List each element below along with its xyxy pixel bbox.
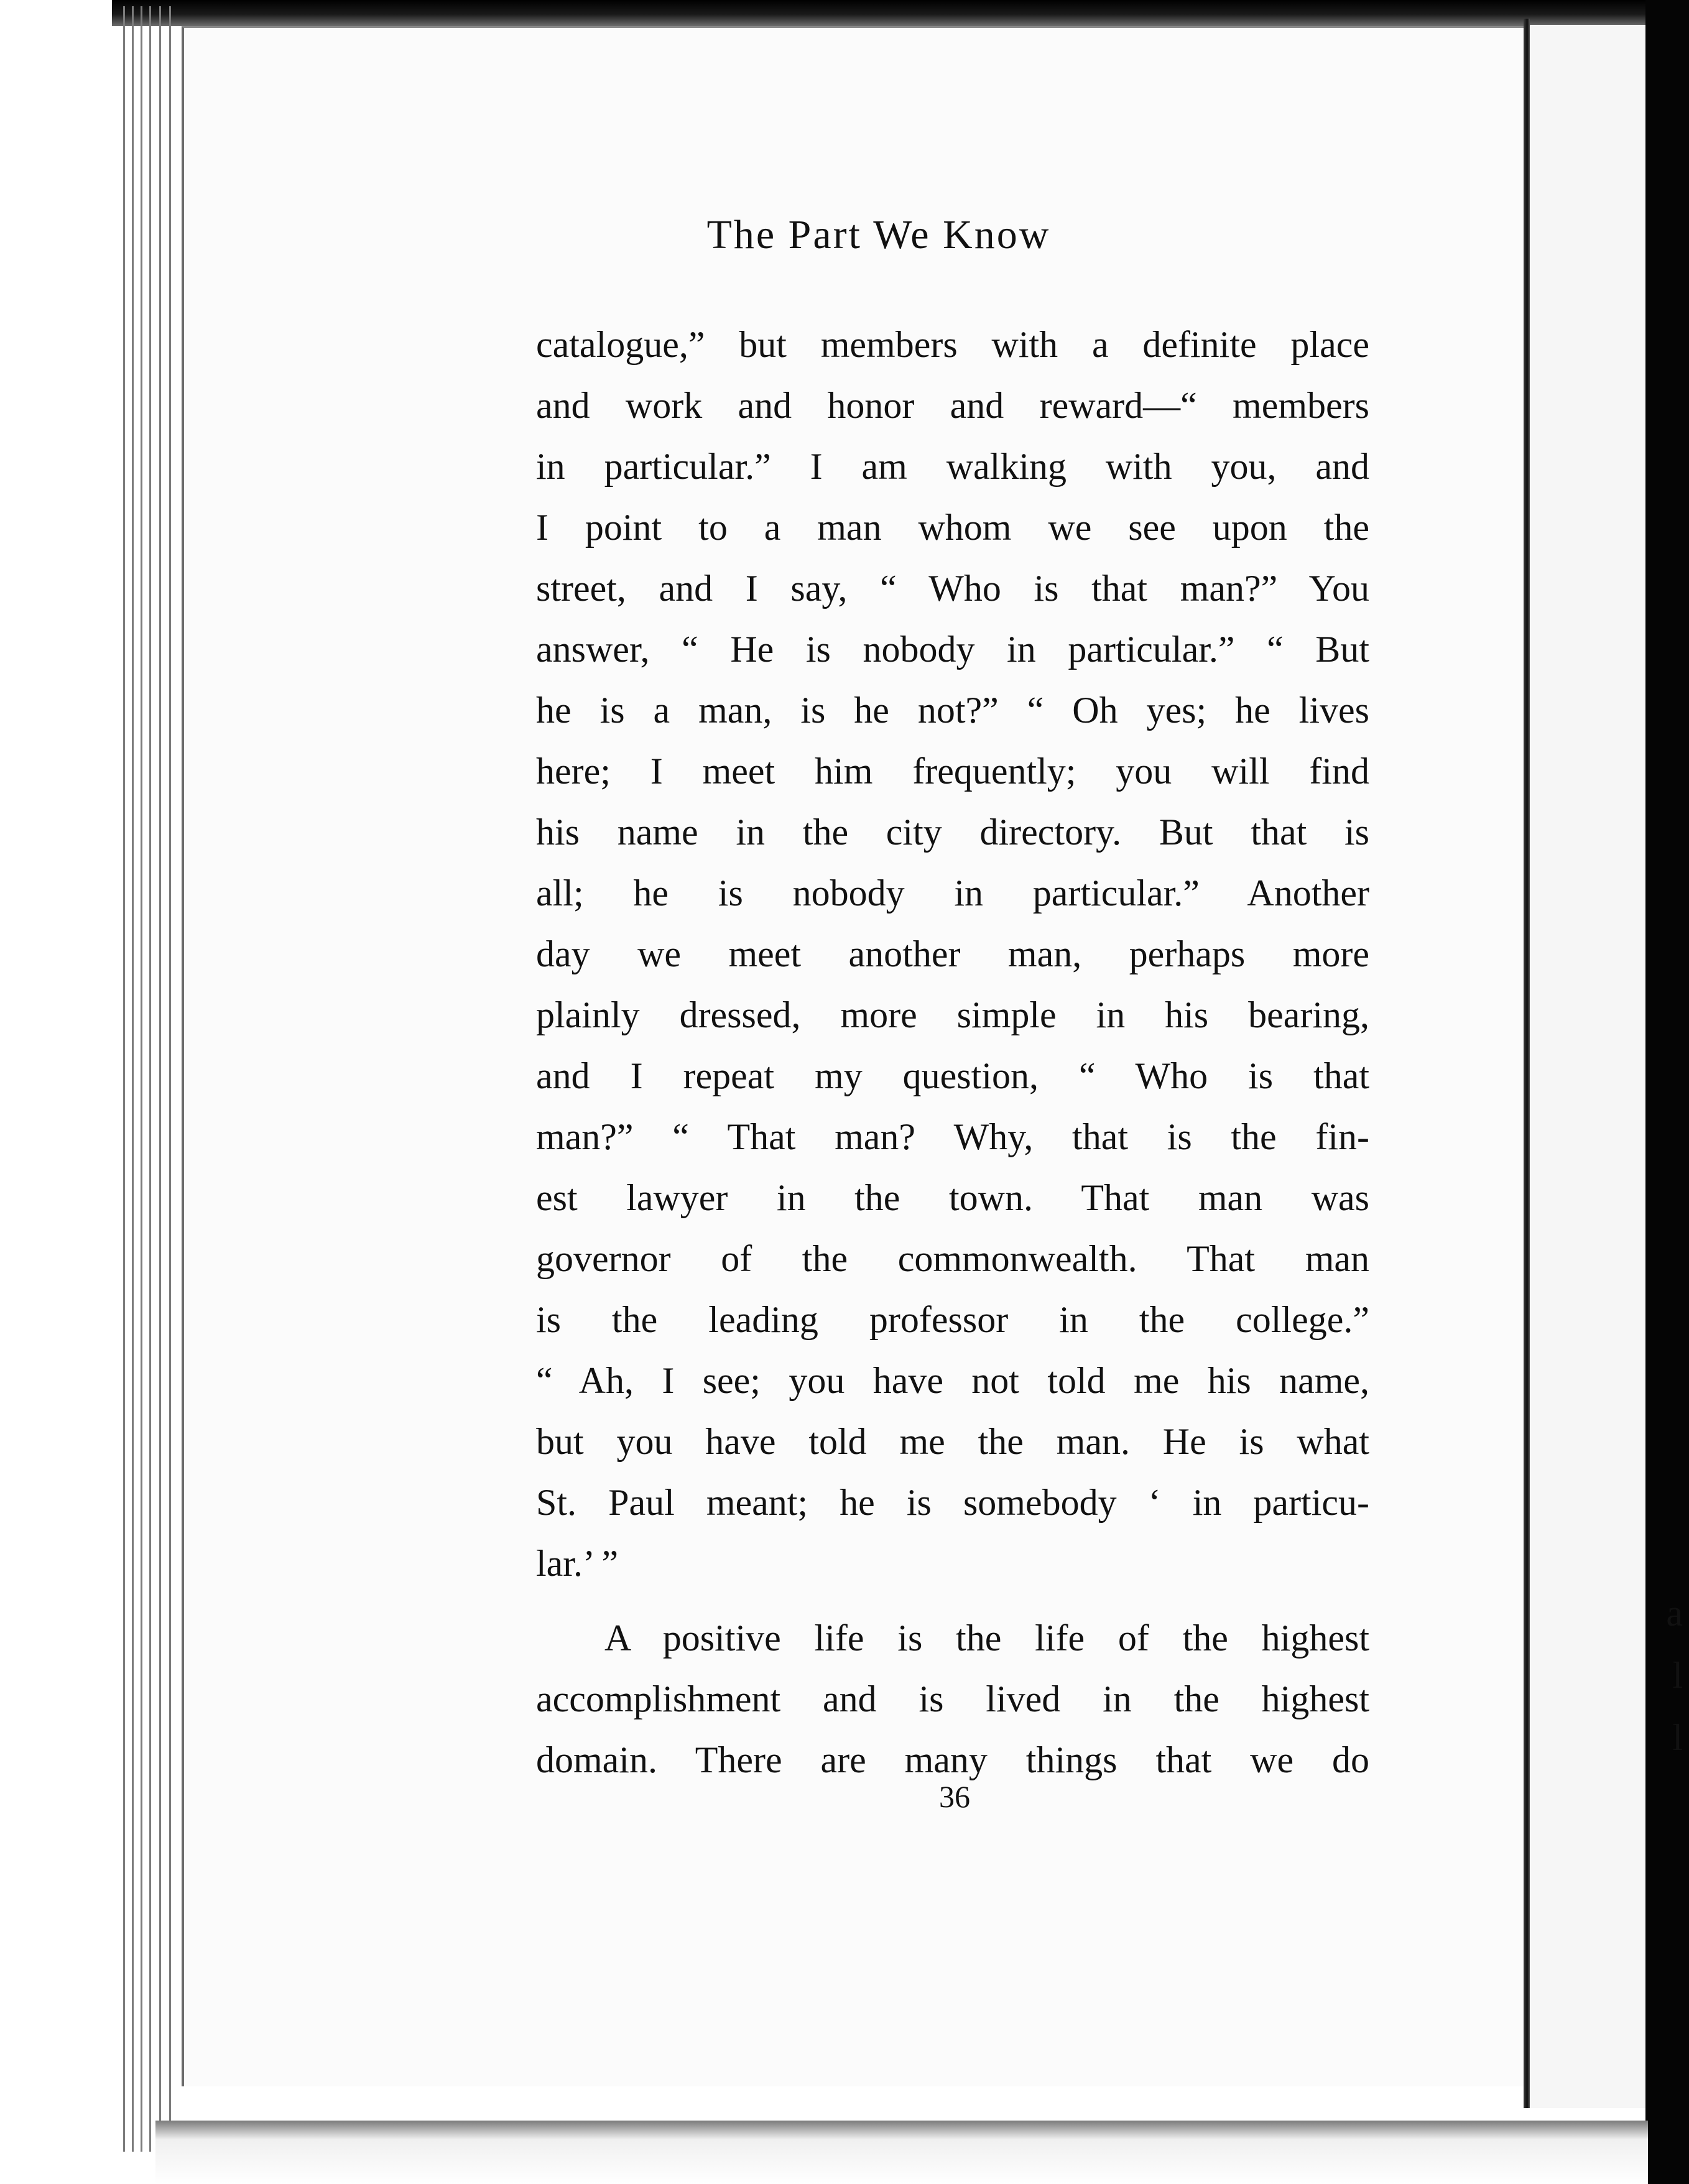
body-text xyxy=(536,314,1369,1790)
text-line: answer, “ He is nobody in particular.” “ But xyxy=(536,629,1369,670)
text-line: he is a man, is he not?” “ Oh yes; he lives xyxy=(536,690,1369,731)
text-line: man?” “ That man? Why, that is the fin- xyxy=(536,1116,1369,1157)
text-line: A positive life is the life of the highest xyxy=(604,1617,1369,1659)
text-line: lar.’ ” xyxy=(536,1543,619,1584)
text-line: St. Paul meant; he is somebody ‘ in particu- xyxy=(536,1482,1369,1523)
facing-page xyxy=(1530,25,1645,2108)
page-edge xyxy=(123,6,125,2152)
text-line: governor of the commonwealth. That man xyxy=(536,1238,1369,1279)
book-gutter xyxy=(1524,19,1530,2108)
scan-top-border xyxy=(112,0,1689,26)
text-line: accomplishment and is lived in the highest xyxy=(536,1678,1369,1719)
scan-right-border xyxy=(1645,0,1689,2184)
page-number: 36 xyxy=(939,1779,970,1814)
text-line: all; he is nobody in particular.” Another xyxy=(536,872,1369,914)
text-line: but you have told me the man. He is what xyxy=(536,1421,1369,1462)
facing-page-fragment: a xyxy=(1666,1593,1683,1634)
page-edge xyxy=(149,6,151,2152)
text-line: domain. There are many things that we do xyxy=(536,1739,1369,1780)
text-line: street, and I say, “ Who is that man?” You xyxy=(536,568,1369,609)
text-line: plainly dressed, more simple in his bearing, xyxy=(536,994,1369,1035)
text-line: and I repeat my question, “ Who is that xyxy=(536,1055,1369,1096)
text-line: his name in the city directory. But that is xyxy=(536,812,1369,853)
text-line: and work and honor and reward—“ members xyxy=(536,385,1369,426)
running-head: The Part We Know xyxy=(706,212,1051,257)
scan-bottom-border xyxy=(155,2121,1648,2184)
text-line: catalogue,” but members with a definite place xyxy=(536,324,1369,365)
facing-page-fragment: l xyxy=(1672,1655,1683,1696)
page-edge xyxy=(132,6,134,2152)
text-line: I point to a man whom we see upon the xyxy=(536,507,1369,548)
facing-page-fragment: l xyxy=(1672,1717,1683,1758)
text-line: day we meet another man, perhaps more xyxy=(536,933,1369,974)
text-line: is the leading professor in the college.” xyxy=(536,1299,1369,1340)
page-edge xyxy=(159,6,161,2152)
text-line: here; I meet him frequently; you will find xyxy=(536,751,1369,792)
text-line: “ Ah, I see; you have not told me his name, xyxy=(536,1360,1369,1401)
page-edge xyxy=(141,6,142,2152)
text-line: in particular.” I am walking with you, and xyxy=(536,446,1369,487)
text-line: est lawyer in the town. That man was xyxy=(536,1177,1369,1218)
page-edge xyxy=(169,6,171,2152)
